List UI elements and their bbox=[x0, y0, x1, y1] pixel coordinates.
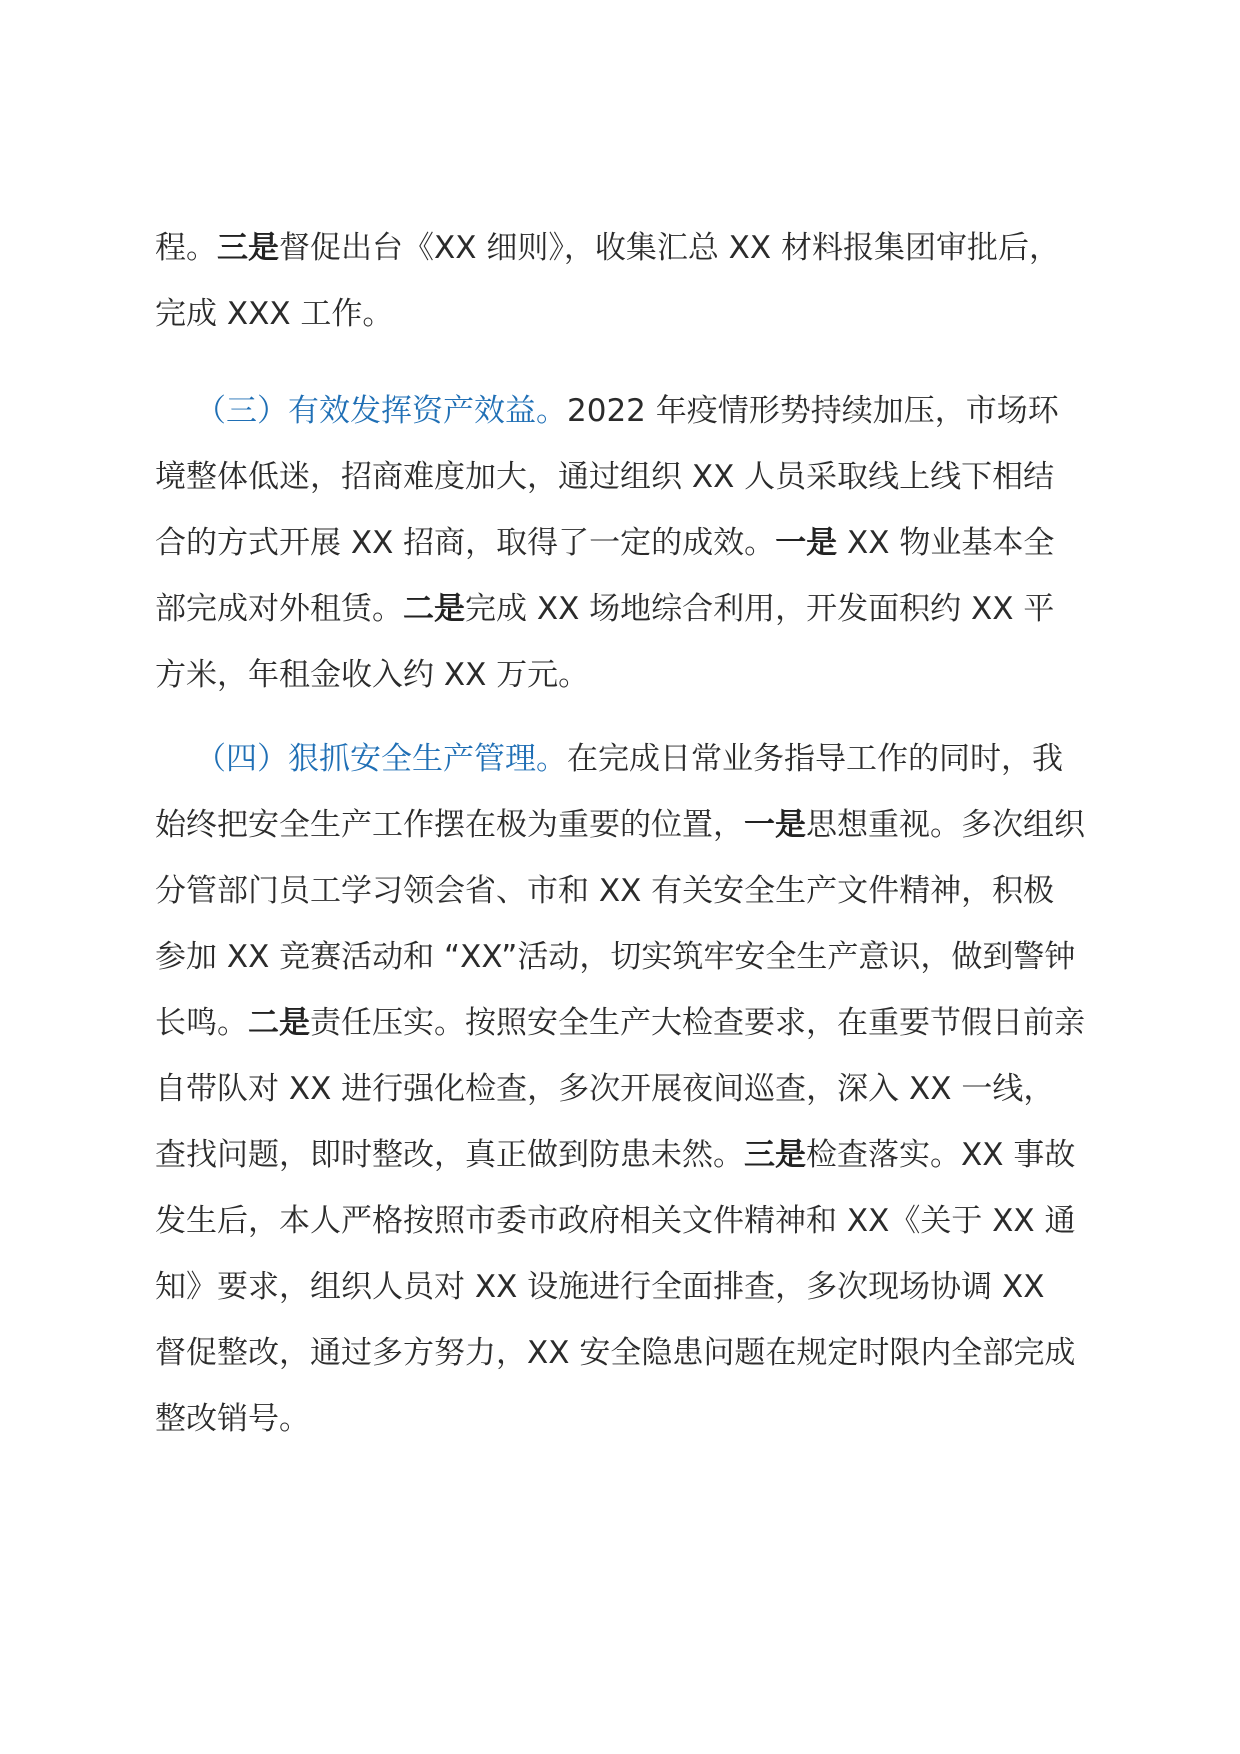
paragraph-text: 督促出台《XX 细则》，收集汇总 XX 材料报集团审批后，完成 XXX 工作。 bbox=[155, 230, 1061, 332]
bold-marker: 三是 bbox=[744, 1137, 806, 1173]
paragraph-text: 在完成日常业务指导工作的同时，我始终把安全生产工作摆在极为重要的位置， bbox=[155, 741, 1063, 843]
paragraph-text: 完成 XX 场地综合利用，开发面积约 XX 平方米，年租金收入约 XX 万元。 bbox=[155, 591, 1055, 693]
paragraph-safety-management bbox=[155, 726, 1085, 1452]
paragraph-text: 思想重视。多次组织分管部门员工学习领会省、市和 XX 有关安全生产文件精神，积极参加 XX 竞赛活动和 “XX”活动，切实筑牢安全生产意识，做到警钟长鸣。 bbox=[155, 807, 1085, 1041]
paragraph-text: XX 物业基本全部完成对外租赁。 bbox=[155, 525, 1055, 627]
paragraph-text: 2022 年疫情形势持续加压，市场环境整体低迷，招商难度加大，通过组织 XX 人员采取线上线下相结合的方式开展 XX 招商，取得了一定的成效。 bbox=[155, 393, 1059, 561]
paragraph-asset-efficiency bbox=[155, 378, 1085, 708]
bold-marker: 三是 bbox=[217, 230, 279, 266]
paragraph-text: 检查落实。XX 事故发生后，本人严格按照市委市政府相关文件精神和 XX《关于 XX 通知》要求，组织人员对 XX 设施进行全面排查，多次现场协调 XX 督促整改，通过多方努力，XX 安全隐患问题在规定时限内全部完成整改销号。 bbox=[155, 1137, 1076, 1437]
bold-marker: 二是 bbox=[248, 1005, 310, 1041]
section-heading: （四）狠抓安全生产管理。 bbox=[195, 741, 567, 777]
bold-marker: 一是 bbox=[744, 807, 806, 843]
section-heading: （三）有效发挥资产效益。 bbox=[195, 393, 567, 429]
paragraph-continuation bbox=[155, 215, 1085, 347]
paragraph-text: 程。 bbox=[155, 230, 217, 266]
bold-marker: 一是 bbox=[775, 525, 838, 561]
bold-marker: 二是 bbox=[403, 591, 465, 627]
paragraph-text: 责任压实。按照安全生产大检查要求，在重要节假日前亲自带队对 XX 进行强化检查，多次开展夜间巡查，深入 XX 一线，查找问题，即时整改，真正做到防患未然。 bbox=[155, 1005, 1085, 1173]
